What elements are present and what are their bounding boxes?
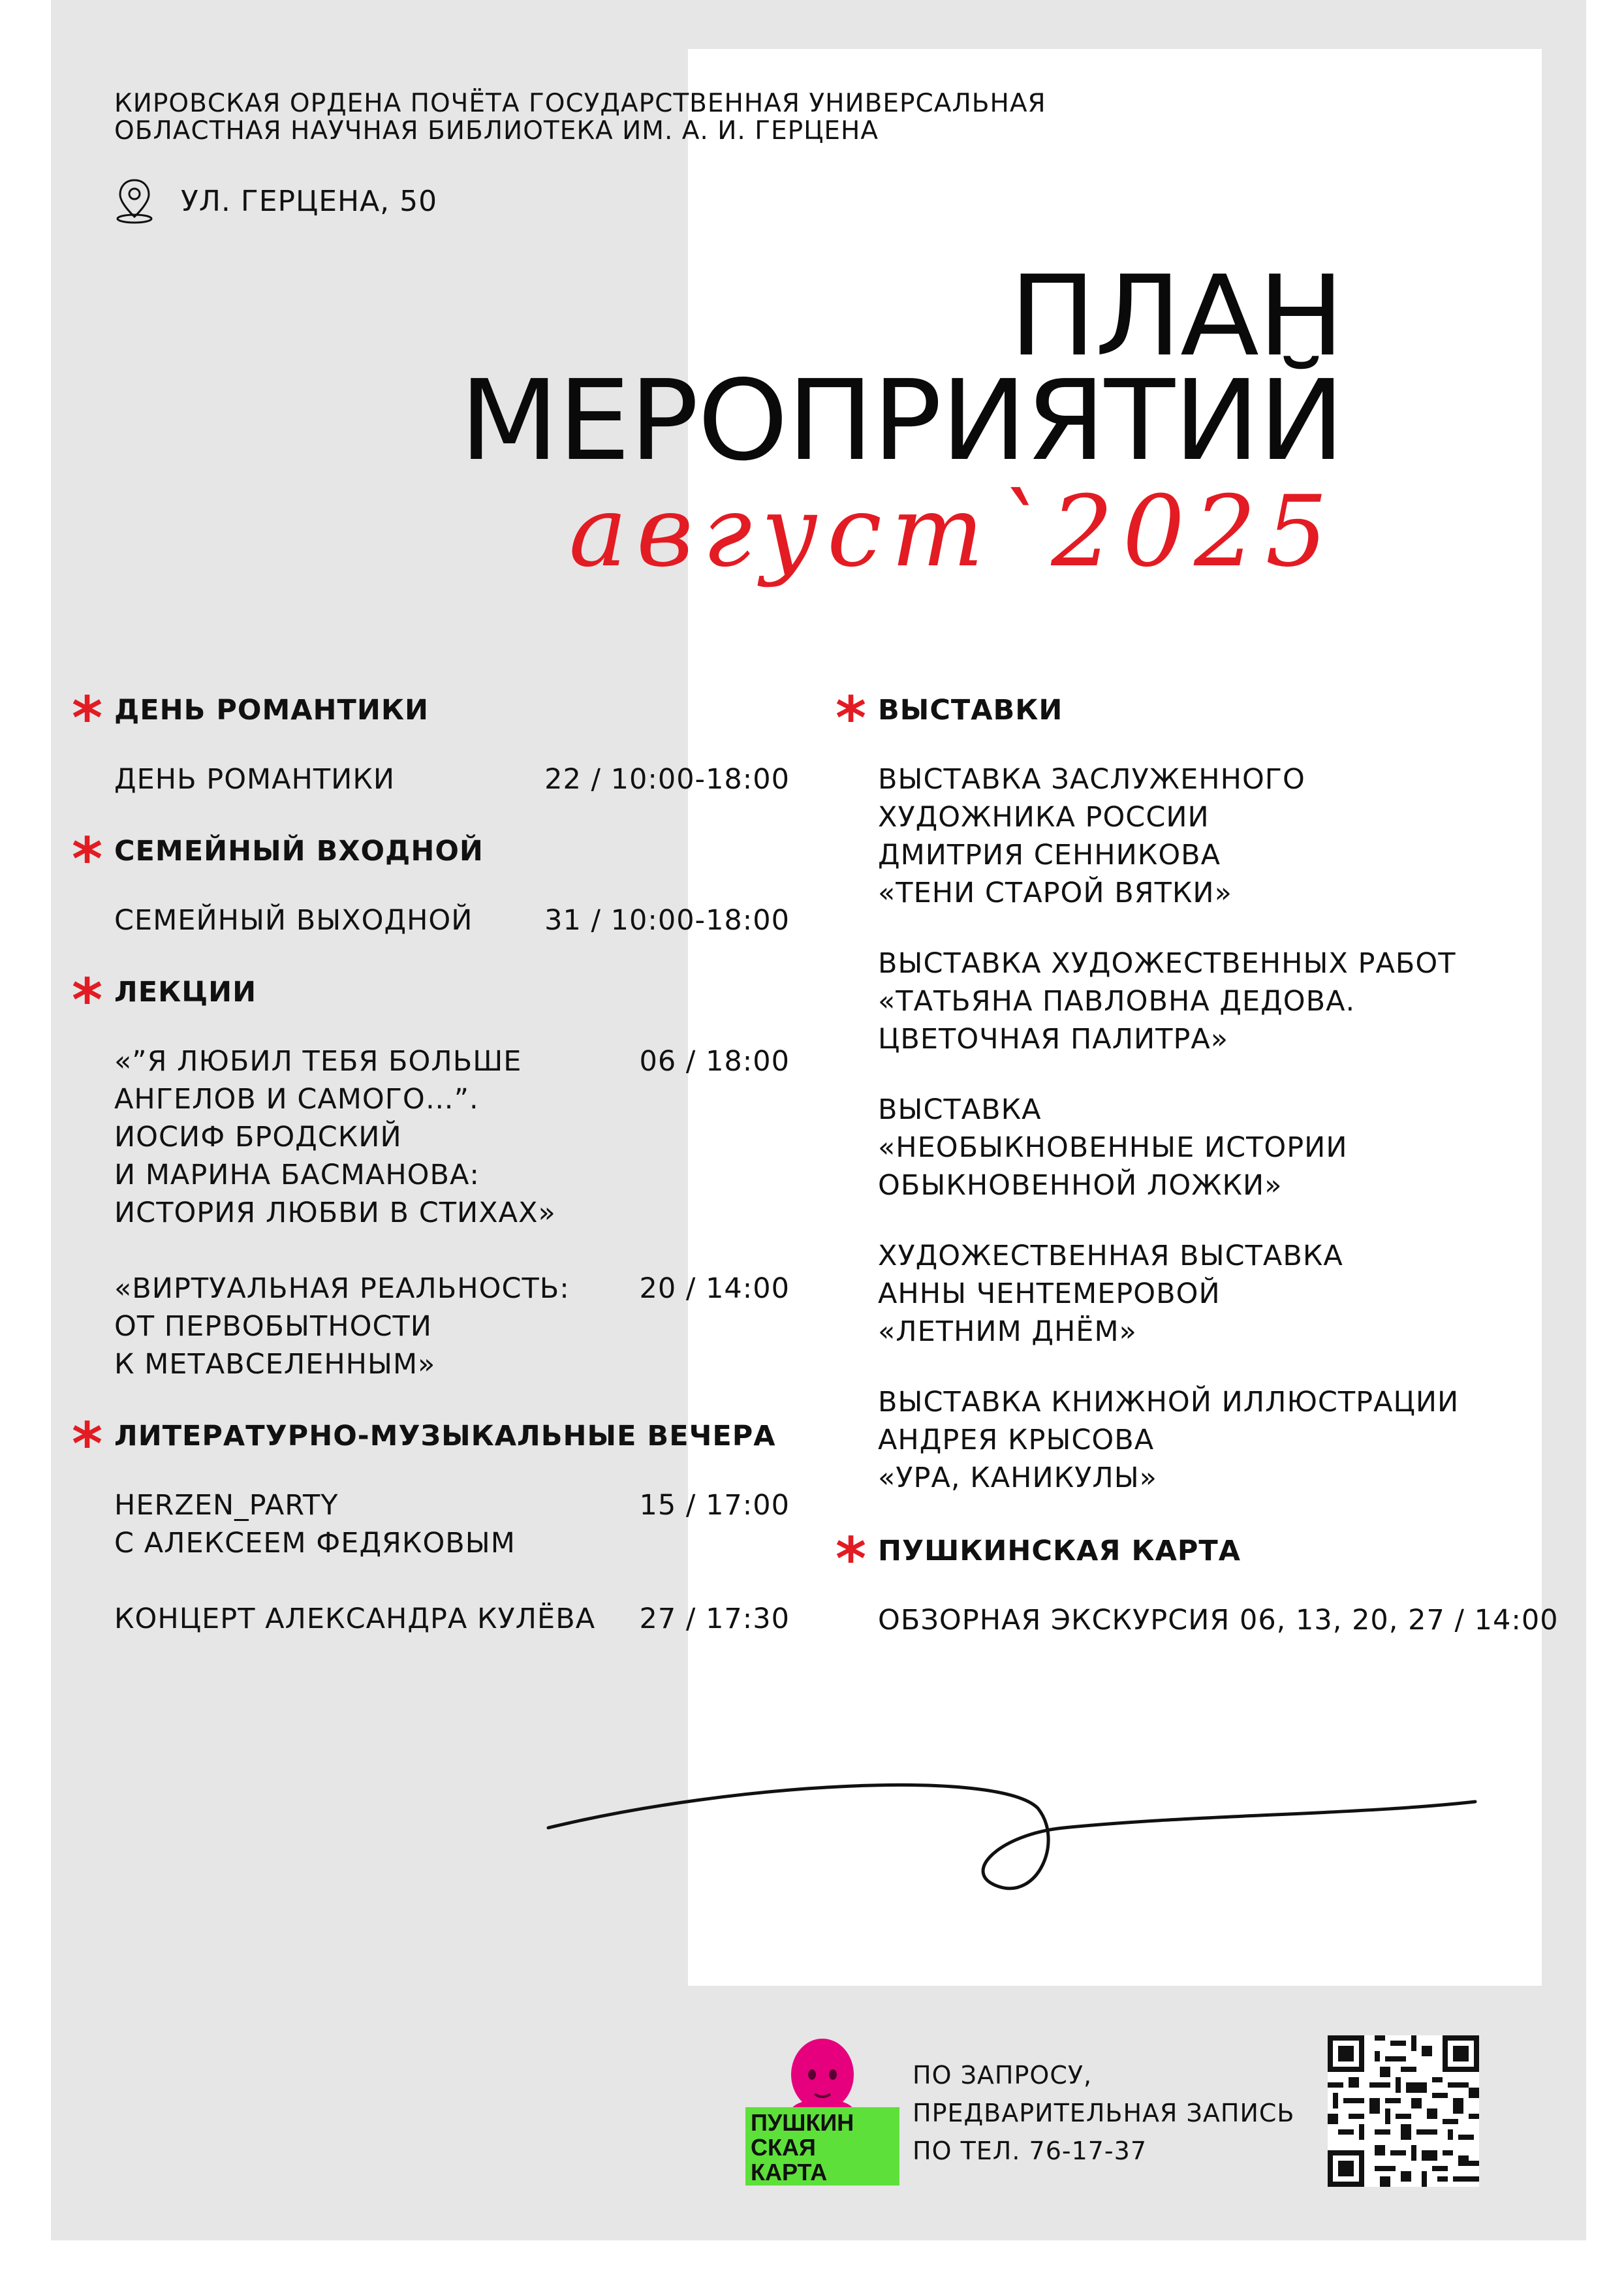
qr-code bbox=[1328, 2035, 1479, 2187]
event-item: ДЕНЬ РОМАНТИКИ 22 / 10:00-18:00 bbox=[114, 763, 790, 796]
exhibition-item: ВЫСТАВКА КНИЖНОЙ ИЛЛЮСТРАЦИИ АНДРЕЯ КРЫСОВА «УРА, КАНИКУЛЫ» bbox=[878, 1386, 1460, 1494]
asterisk-icon: * bbox=[72, 825, 103, 894]
decorative-swirl bbox=[542, 1763, 1482, 1913]
event-item: СЕМЕЙНЫЙ ВЫХОДНОЙ 31 / 10:00-18:00 bbox=[114, 904, 790, 937]
address: УЛ. ГЕРЦЕНА, 50 bbox=[114, 178, 437, 225]
title-line-1: ПЛАН bbox=[1009, 252, 1343, 381]
month-script: август`2025 bbox=[569, 475, 1337, 589]
section-header: * ЛЕКЦИИ bbox=[72, 966, 257, 1035]
logo-line-1: ПУШКИН bbox=[751, 2109, 854, 2136]
event-item: «”Я ЛЮБИЛ ТЕБЯ БОЛЬШЕ АНГЕЛОВ И САМОГО…”. ИОСИФ БРОДСКИЙ И МАРИНА БАСМАНОВА: ИСТОРИЯ ЛЮБВИ В СТИХАХ» 06 / 18:00 bbox=[114, 1045, 790, 1229]
left-column bbox=[72, 684, 790, 1676]
exhibition-item: ВЫСТАВКА ХУДОЖЕСТВЕННЫХ РАБОТ «ТАТЬЯНА ПАВЛОВНА ДЕДОВА. ЦВЕТОЧНАЯ ПАЛИТРА» bbox=[878, 947, 1456, 1056]
section-header: * ВЫСТАВКИ bbox=[835, 684, 1063, 753]
asterisk-icon: * bbox=[835, 1525, 867, 1593]
title-line-2: МЕРОПРИЯТИЙ bbox=[459, 356, 1343, 486]
right-column bbox=[835, 684, 1586, 1672]
asterisk-icon: * bbox=[72, 966, 103, 1035]
pushkin-card-logo bbox=[744, 2035, 901, 2192]
section-header: * ДЕНЬ РОМАНТИКИ bbox=[72, 684, 429, 753]
section-header: * ЛИТЕРАТУРНО-МУЗЫКАЛЬНЫЕ ВЕЧЕРА bbox=[72, 1410, 776, 1479]
excursion-item: ОБЗОРНАЯ ЭКСКУРСИЯ 06, 13, 20, 27 / 14:00 bbox=[878, 1604, 1559, 1637]
event-item: КОНЦЕРТ АЛЕКСАНДРА КУЛЁВА 27 / 17:30 bbox=[114, 1603, 790, 1635]
section-header: * СЕМЕЙНЫЙ ВХОДНОЙ bbox=[72, 825, 484, 894]
organization-name: КИРОВСКАЯ ОРДЕНА ПОЧЁТА ГОСУДАРСТВЕННАЯ УНИВЕРСАЛЬНАЯ ОБЛАСТНАЯ НАУЧНАЯ БИБЛИОТЕКА ИМ. А. И. ГЕРЦЕНА bbox=[114, 89, 1046, 146]
asterisk-icon: * bbox=[835, 684, 867, 753]
exhibition-item: ВЫСТАВКА ЗАСЛУЖЕННОГО ХУДОЖНИКА РОССИИ ДМИТРИЯ СЕННИКОВА «ТЕНИ СТАРОЙ ВЯТКИ» bbox=[878, 763, 1305, 909]
exhibition-item: ВЫСТАВКА «НЕОБЫКНОВЕННЫЕ ИСТОРИИ ОБЫКНОВЕННОЙ ЛОЖКИ» bbox=[878, 1093, 1348, 1202]
event-item: HERZEN_PARTY С АЛЕКСЕЕМ ФЕДЯКОВЫМ 15 / 17:00 bbox=[114, 1489, 790, 1559]
asterisk-icon: * bbox=[72, 1410, 103, 1479]
booking-note: ПО ЗАПРОСУ, ПРЕДВАРИТЕЛЬНАЯ ЗАПИСЬ ПО ТЕЛ. 76-17-37 bbox=[913, 2061, 1295, 2165]
location-pin-icon bbox=[114, 178, 155, 225]
section-header: * ПУШКИНСКАЯ КАРТА bbox=[835, 1525, 1241, 1593]
logo-line-2: СКАЯ bbox=[751, 2134, 816, 2161]
pushkin-bust-icon bbox=[744, 2035, 901, 2192]
event-item: «ВИРТУАЛЬНАЯ РЕАЛЬНОСТЬ: ОТ ПЕРВОБЫТНОСТИ К МЕТАВСЕЛЕННЫМ» 20 / 14:00 bbox=[114, 1272, 790, 1381]
exhibition-item: ХУДОЖЕСТВЕННАЯ ВЫСТАВКА АННЫ ЧЕНТЕМЕРОВОЙ «ЛЕТНИМ ДНЁМ» bbox=[878, 1240, 1343, 1348]
asterisk-icon: * bbox=[72, 684, 103, 753]
logo-line-3: КАРТА bbox=[751, 2159, 828, 2186]
